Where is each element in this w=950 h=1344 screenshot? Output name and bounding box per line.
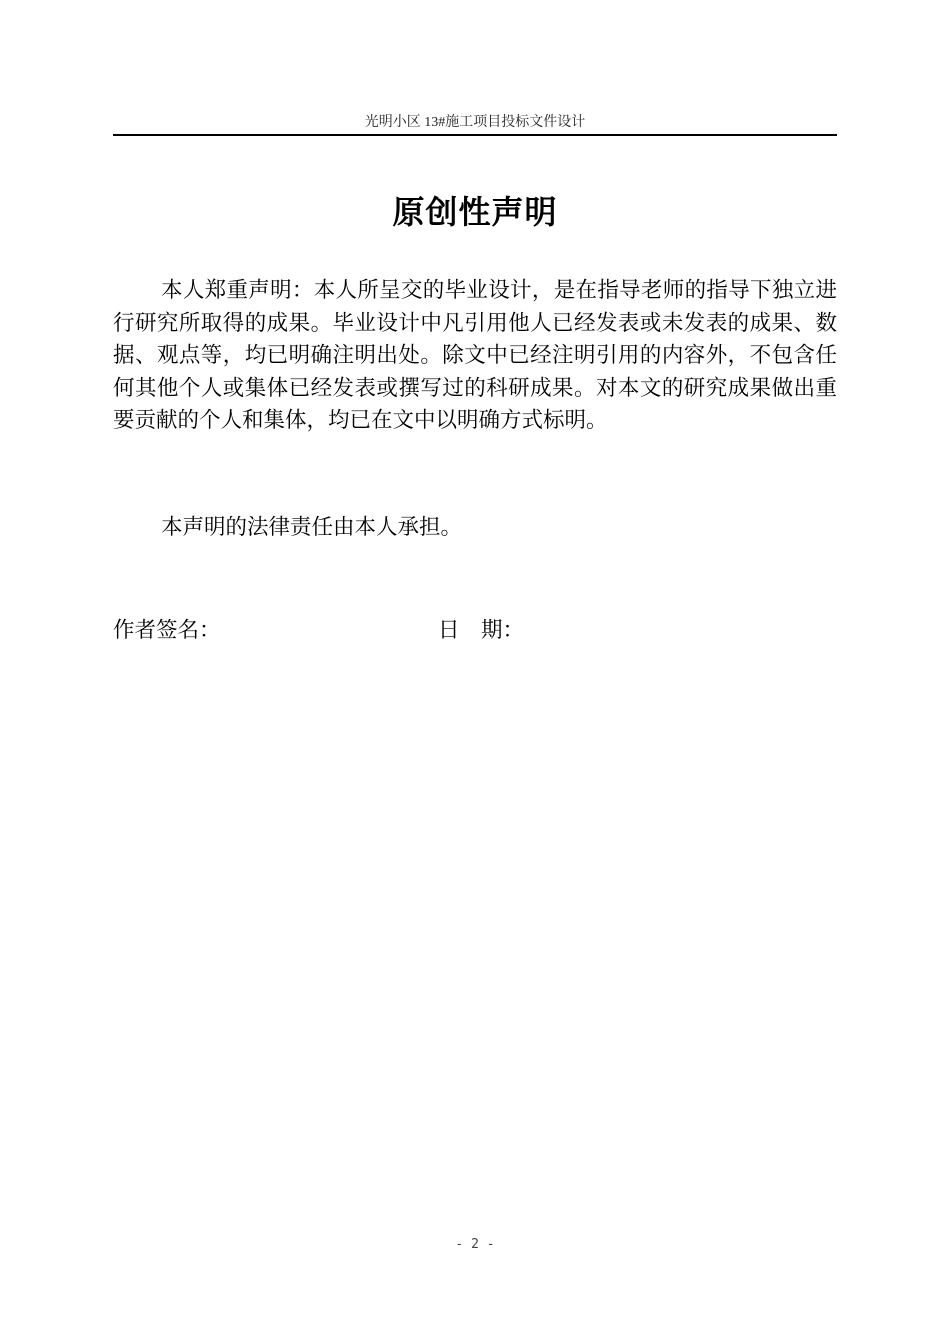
header-rule xyxy=(113,134,837,136)
liability-paragraph: 本声明的法律责任由本人承担。 xyxy=(161,515,463,540)
date-label: 日 期： xyxy=(438,618,525,643)
signature-row xyxy=(113,615,837,649)
running-header: 光明小区 13#施工项目投标文件设计 xyxy=(364,115,586,130)
page-title: 原创性声明 xyxy=(392,193,558,231)
declaration-paragraph: 本人郑重声明：本人所呈交的毕业设计，是在指导老师的指导下独立进行研究所取得的成果。毕业设计中凡引用他人已经发表或未发表的成果、数据、观点等，均已明确注明出处。除文中已经注明引用的内容外，不包含任何其他个人或集体已经发表或撰写过的科研成果。对本文的研究成果做出重要贡献的个人和集体，均已在文中以明确方式标明。 xyxy=(113,278,837,433)
author-signature-label: 作者签名： xyxy=(113,618,221,643)
page-number: - 2 - xyxy=(455,1237,495,1252)
